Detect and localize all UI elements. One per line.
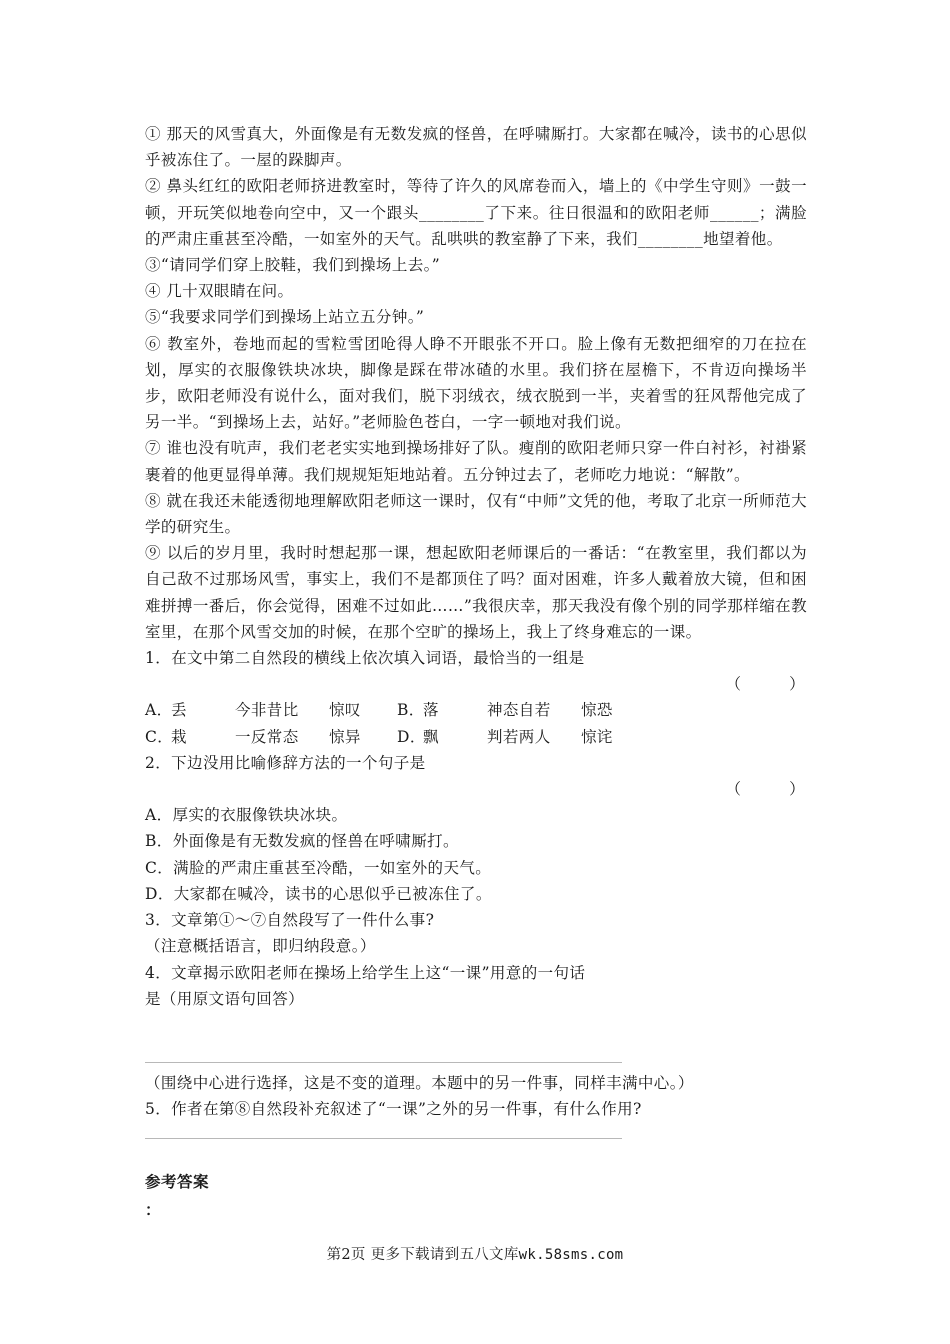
option-word-3: 惊恐 <box>581 701 613 720</box>
question-2-option-c: C．满脸的严肃庄重甚至冷酷，一如室外的天气。 <box>145 858 492 877</box>
question-5-stem: 5．作者在第⑧自然段补充叙述了“一课”之外的另一件事，有什么作用? <box>145 1100 642 1119</box>
option-b <box>397 697 649 723</box>
question-1-answer-paren: （ ） <box>725 675 805 694</box>
question-2-option-d: D．大家都在喊冷，读书的心思似乎已被冻住了。 <box>145 884 492 903</box>
option-word-2: 神态自若 <box>487 701 551 720</box>
question-4-answer-line <box>145 1062 622 1063</box>
question-1-options-row-2 <box>145 724 807 750</box>
option-word-3: 惊诧 <box>581 727 613 746</box>
paragraph-8: ⑧ 就在我还未能透彻地理解欧阳老师这一课时，仅有“中师”文凭的他，考取了北京一所师范大学的研究生。 <box>145 491 807 537</box>
question-4-hint: （围绕中心进行选择，这是不变的道理。本题中的另一件事，同样丰满中心。） <box>145 1074 694 1092</box>
question-1-stem: 1．在文中第二自然段的横线上依次填入词语，最恰当的一组是 <box>145 649 585 668</box>
option-key: B． <box>397 701 425 720</box>
answer-colon: ： <box>145 1200 161 1219</box>
question-2-answer-paren: （ ） <box>725 780 805 799</box>
paragraph-3: ③“请同学们穿上胶鞋，我们到操场上去。” <box>145 256 441 275</box>
paragraph-5: ⑤“我要求同学们到操场上站立五分钟。” <box>145 308 425 327</box>
question-3-hint: （注意概括语言，即归纳段意。） <box>145 937 376 956</box>
question-4-stem-line-1: 4．文章揭示欧阳老师在操场上给学生上这“一课”用意的一句话 <box>145 963 586 982</box>
answer-section-title: 参考答案 <box>145 1172 210 1191</box>
option-key: D． <box>397 727 426 746</box>
paragraph-1: ① 那天的风雪真大，外面像是有无数发疯的怪兽，在呼啸厮打。大家都在喊冷，读书的心思似乎被冻住了。一屋的跺脚声。 <box>145 125 807 170</box>
paragraph-4: ④ 几十双眼睛在问。 <box>145 282 294 301</box>
question-3-stem: 3．文章第①～⑦自然段写了一件什么事? <box>145 911 435 930</box>
question-2-option-b: B．外面像是有无数发疯的怪兽在呼啸厮打。 <box>145 832 459 851</box>
option-word-1: 飘 <box>423 727 439 746</box>
document-body <box>145 121 807 1012</box>
option-word-3: 惊异 <box>329 727 361 746</box>
option-word-2: 一反常态 <box>235 727 299 746</box>
paragraph-2: ② 鼻头红红的欧阳老师挤进教室时，等待了许久的风席卷而入，墙上的《中学生守则》一鼓一顿，开玩笑似地卷向空中，又一个跟头________了下来。往日很温和的欧阳老师______；满脸的严肃庄重甚至冷酷，一如室外的天气。乱哄哄的教室静了下来，我们________地望着他。 <box>145 177 807 248</box>
option-word-1: 栽 <box>171 727 187 746</box>
option-word-2: 今非昔比 <box>235 701 299 720</box>
option-word-1: 落 <box>423 701 439 720</box>
paragraph-7: ⑦ 谁也没有吭声，我们老老实实地到操场排好了队。瘦削的欧阳老师只穿一件白衬衫，衬褂紧裹着的他更显得单薄。我们规规矩矩地站着。五分钟过去了，老师吃力地说：“解散”。 <box>145 439 807 484</box>
option-a <box>145 697 397 723</box>
footer-url[interactable]: wk.58sms.com <box>518 1247 624 1263</box>
question-2-option-a: A．厚实的衣服像铁块冰块。 <box>145 806 348 825</box>
option-key: C． <box>145 727 174 746</box>
question-5-answer-line <box>145 1138 622 1139</box>
page-footer <box>0 1243 950 1264</box>
option-word-3: 惊叹 <box>329 701 361 720</box>
paragraph-9: ⑨ 以后的岁月里，我时时想起那一课，想起欧阳老师课后的一番话：“在教室里，我们都以为自己敌不过那场风雪，事实上，我们不是都顶住了吗？面对困难，许多人戴着放大镜，但和困难拼搏一番后，你会觉得，困难不过如此……”我很庆幸，那天我没有像个别的同学那样缩在教室里，在那个风雪交加的时候，在那个空旷的操场上，我上了终身难忘的一课。 <box>145 544 807 641</box>
paragraph-6: ⑥ 教室外，卷地而起的雪粒雪团呛得人睁不开眼张不开口。脸上像有无数把细窄的刀在拉在划，厚实的衣服像铁块冰块，脚像是踩在带冰碴的水里。我们挤在屋檐下，不肯迈向操场半步，欧阳老师没有说什么，面对我们，脱下羽绒衣，绒衣脱到一半，夹着雪的狂风帮他完成了另一半。“到操场上去，站好。”老师脸色苍白，一字一顿地对我们说。 <box>145 334 807 432</box>
question-4-stem-line-2: 是（用原文语句回答） <box>145 989 305 1008</box>
page-number: 第2页 <box>326 1247 366 1263</box>
option-c <box>145 724 397 750</box>
question-1-options-row-1 <box>145 697 807 723</box>
question-2-stem: 2．下边没用比喻修辞方法的一个句子是 <box>145 753 426 772</box>
option-key: A． <box>145 701 173 720</box>
document-body-continued <box>145 1070 807 1122</box>
option-word-1: 丢 <box>171 701 187 720</box>
option-d <box>397 724 649 750</box>
footer-text: 更多下载请到五八文库 <box>370 1247 519 1263</box>
option-word-2: 判若两人 <box>487 727 551 746</box>
